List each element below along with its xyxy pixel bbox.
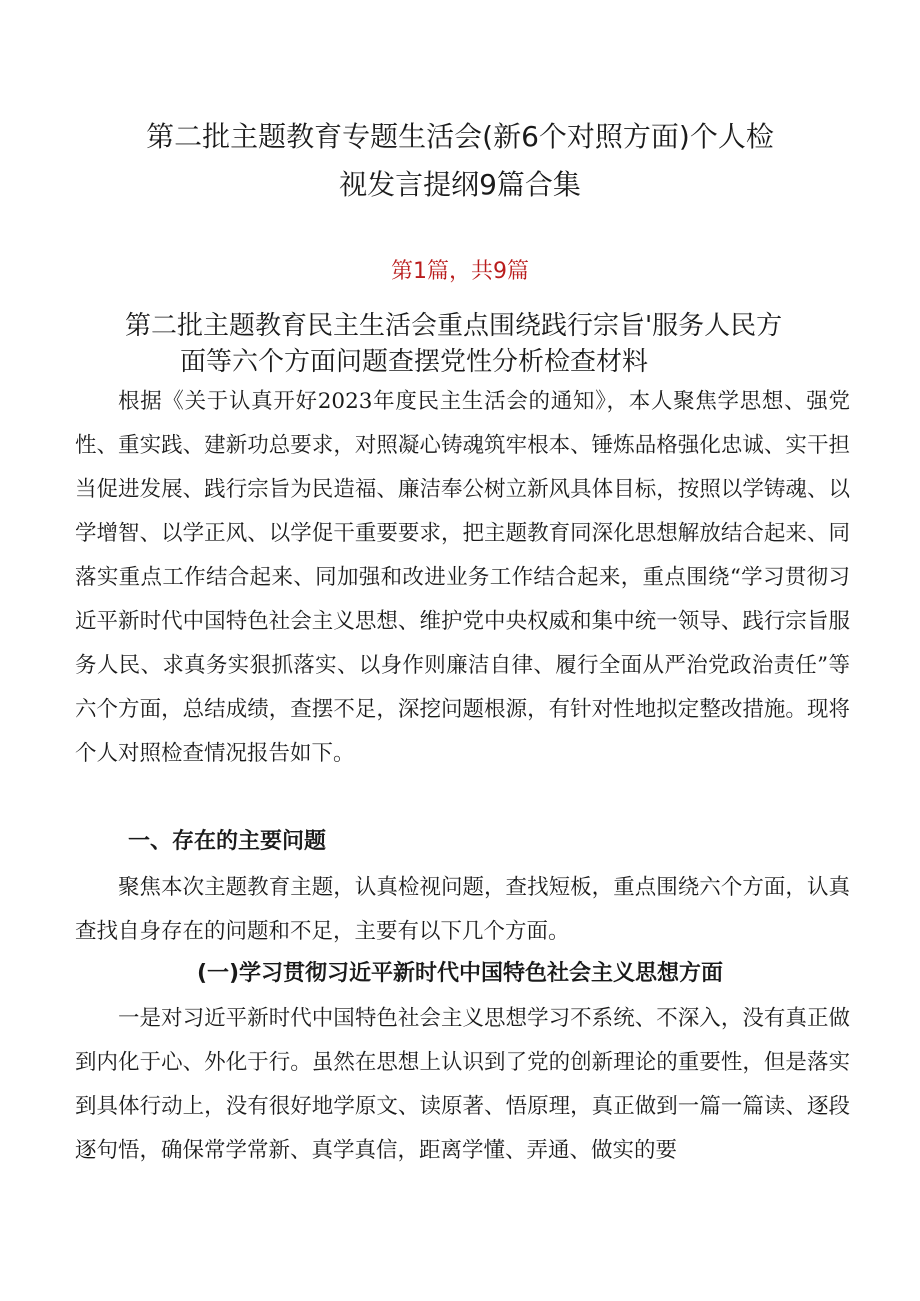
document-title-line2: 视发言提纲9篇合集 [339, 168, 581, 201]
subtitle-line1: 第二批主题教育民主生活会重点围绕践行宗旨'服务人民方 [125, 311, 783, 341]
document-title-line1: 第二批主题教育专题生活会(新6个对照方面)个人检 [146, 120, 774, 153]
intro-paragraph: 根据《关于认真开好2023年度民主生活会的通知》，本人聚焦学思想、强党性、重实践、建新功总要求，对照凝心铸魂筑牢根本、锤炼品格强化忠诚、实干担当促进发展、践行宗旨为民造福、廉洁奉公树立新风具体目标，按照以学铸魂、以学增智、以学正风、以学促干重要要求，把主题教育同深化思想解放结合起来、同落实重点工作结合起来、同加强和改进业务工作结合起来，重点围绕“学习贯彻习近平新时代中国特色社会主义思想、维护党中央权威和集中统一领导、践行宗旨服务人民、求真务实狠抓落实、以身作则廉洁自律、履行全面从严治党政治责任”等六个方面，总结成绩，查摆不足，深挖问题根源，有针对性地拟定整改措施。现将个人对照检查情况报告如下。 [75, 389, 850, 766]
subtitle-line2: 面等六个方面问题查摆党性分析检查材料 [180, 347, 649, 377]
subsection-paragraph: 一是对习近平新时代中国特色社会主义思想学习不系统、不深入，没有真正做到内化于心、外化于行。虽然在思想上认识到了党的创新理论的重要性，但是落实到具体行动上，没有很好地学原文、读原著、悟原理，真正做到一篇一篇读、逐段逐句悟，确保常学常新、真学真信，距离学懂、弄通、做实的要 [75, 1006, 850, 1163]
part-label: 第1篇，共9篇 [391, 259, 529, 284]
subsection-heading: (一)学习贯彻习近平新时代中国特色社会主义思想方面 [196, 961, 724, 986]
section-paragraph: 聚焦本次主题教育主题，认真检视问题，查找短板，重点围绕六个方面，认真查找自身存在的问题和不足，主要有以下几个方面。 [75, 875, 850, 944]
section-heading: 一、存在的主要问题 [128, 829, 327, 854]
